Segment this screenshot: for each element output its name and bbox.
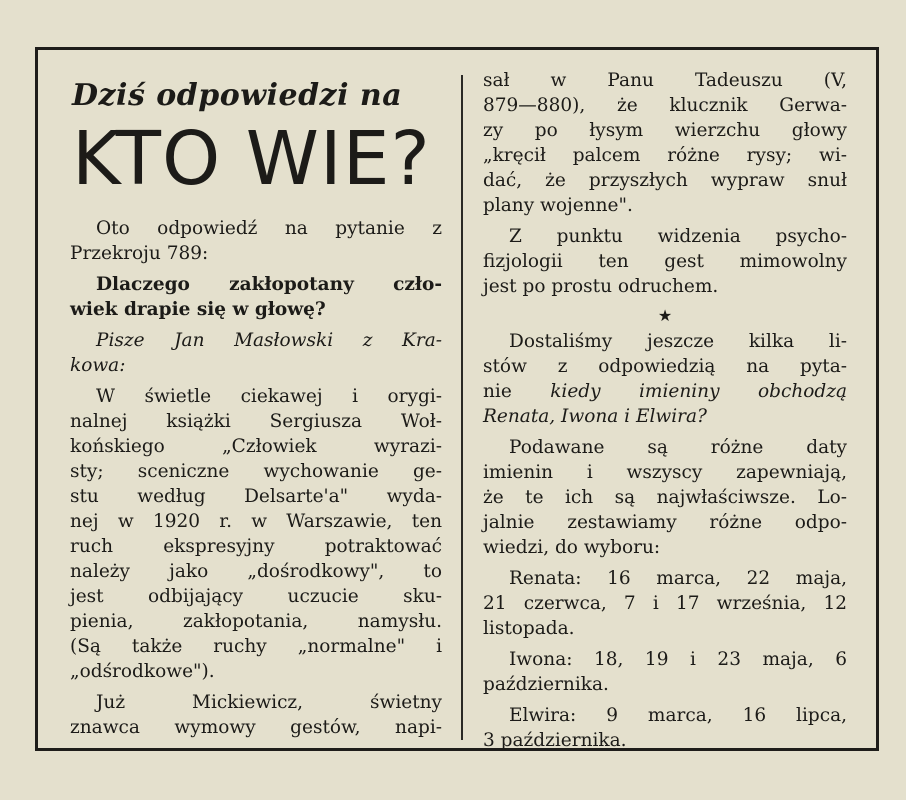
text-line: że te ich są najwłaściwsze. Lo- bbox=[483, 487, 847, 508]
text-line: 21 czerwca, 7 i 17 września, 12 bbox=[483, 593, 847, 614]
body-paragraph-1 bbox=[70, 384, 442, 684]
text-line: Przekroju 789: bbox=[70, 243, 209, 264]
intro-paragraph bbox=[70, 216, 442, 266]
text-run: nie bbox=[483, 381, 551, 402]
text-line: stu według Delsarte'a" wyda- bbox=[70, 486, 442, 507]
text-line: Dlaczego zakłopotany czło- bbox=[96, 274, 442, 295]
text-line: Pisze Jan Masłowski z Kra- bbox=[96, 330, 442, 351]
text-line: listopada. bbox=[483, 618, 575, 639]
text-line: imienin i wszyscy zapewniają, bbox=[483, 462, 847, 483]
text-line: jalnie zestawiamy różne odpo- bbox=[483, 512, 847, 533]
text-line: Renata, Iwona i Elwira? bbox=[483, 406, 707, 427]
text-line: 3 października. bbox=[483, 730, 627, 751]
iwona-dates bbox=[483, 647, 847, 697]
text-line bbox=[483, 379, 847, 404]
text-run-italic: kiedy imieniny obchodzą bbox=[550, 381, 847, 402]
body-paragraph-3 bbox=[483, 68, 847, 218]
text-line: jest odbijający uczucie sku- bbox=[70, 586, 442, 607]
text-line: fizjologii ten gest mimowolny bbox=[483, 251, 847, 272]
text-line: „kręcił palcem różne rysy; wi- bbox=[483, 145, 847, 166]
text-line: Renata: 16 marca, 22 maja, bbox=[509, 568, 847, 589]
elwira-dates bbox=[483, 703, 847, 753]
renata-dates bbox=[483, 566, 847, 641]
left-column bbox=[70, 70, 442, 746]
text-line: sał w Panu Tadeuszu (V, bbox=[483, 70, 847, 91]
right-column bbox=[483, 68, 847, 759]
text-line: Elwira: 9 marca, 16 lipca, bbox=[509, 705, 847, 726]
body-paragraph-4 bbox=[483, 224, 847, 299]
text-line: Iwona: 18, 19 i 23 maja, 6 bbox=[509, 649, 847, 670]
text-line: pienia, zakłopotania, namysłu. bbox=[70, 611, 442, 632]
text-line: ruch ekspresyjny potraktować bbox=[70, 536, 442, 557]
body-paragraph-5 bbox=[483, 329, 847, 429]
text-line: nej w 1920 r. w Warszawie, ten bbox=[70, 511, 442, 532]
text-line: Oto odpowiedź na pytanie z bbox=[96, 218, 442, 239]
headline-kicker: Dziś odpowiedzi na bbox=[72, 78, 403, 113]
text-line: kowa: bbox=[70, 355, 126, 376]
text-line: wiek drapie się w głowę? bbox=[70, 299, 326, 320]
text-line: Podawane są różne daty bbox=[509, 437, 847, 458]
text-line: dać, że przyszłych wypraw snuł bbox=[483, 170, 847, 191]
byline-paragraph bbox=[70, 328, 442, 378]
column-divider bbox=[461, 75, 463, 740]
text-line: znawca wymowy gestów, napi- bbox=[70, 717, 442, 738]
body-paragraph-2 bbox=[70, 690, 442, 740]
text-line: (Są także ruchy „normalne" i bbox=[70, 636, 442, 657]
text-line: W świetle ciekawej i orygi- bbox=[96, 386, 442, 407]
text-line: jest po prostu odruchem. bbox=[483, 276, 719, 297]
text-line: sty; sceniczne wychowanie ge- bbox=[70, 461, 442, 482]
text-line: Już Mickiewicz, świetny bbox=[96, 692, 442, 713]
text-line: zy po łysym wierzchu głowy bbox=[483, 120, 847, 141]
headline-title: KTO WIE? bbox=[72, 116, 431, 202]
text-line: 879—880), że klucznik Gerwa- bbox=[483, 95, 847, 116]
text-line: plany wojenne". bbox=[483, 195, 633, 216]
text-line: Z punktu widzenia psycho- bbox=[509, 226, 847, 247]
body-paragraph-6 bbox=[483, 435, 847, 560]
star-separator: ★ bbox=[657, 306, 673, 325]
text-line: należy jako „dośrodkowy", to bbox=[70, 561, 442, 582]
text-line: Dostaliśmy jeszcze kilka li- bbox=[509, 331, 847, 352]
text-line: „odśrodkowe"). bbox=[70, 661, 215, 682]
text-line: wiedzi, do wyboru: bbox=[483, 537, 661, 558]
text-line: stów z odpowiedzią na pyta- bbox=[483, 356, 847, 377]
text-line: października. bbox=[483, 674, 609, 695]
question-paragraph bbox=[70, 272, 442, 322]
text-line: nalnej książki Sergiusza Woł- bbox=[70, 411, 442, 432]
text-line: końskiego „Człowiek wyrazi- bbox=[70, 436, 442, 457]
